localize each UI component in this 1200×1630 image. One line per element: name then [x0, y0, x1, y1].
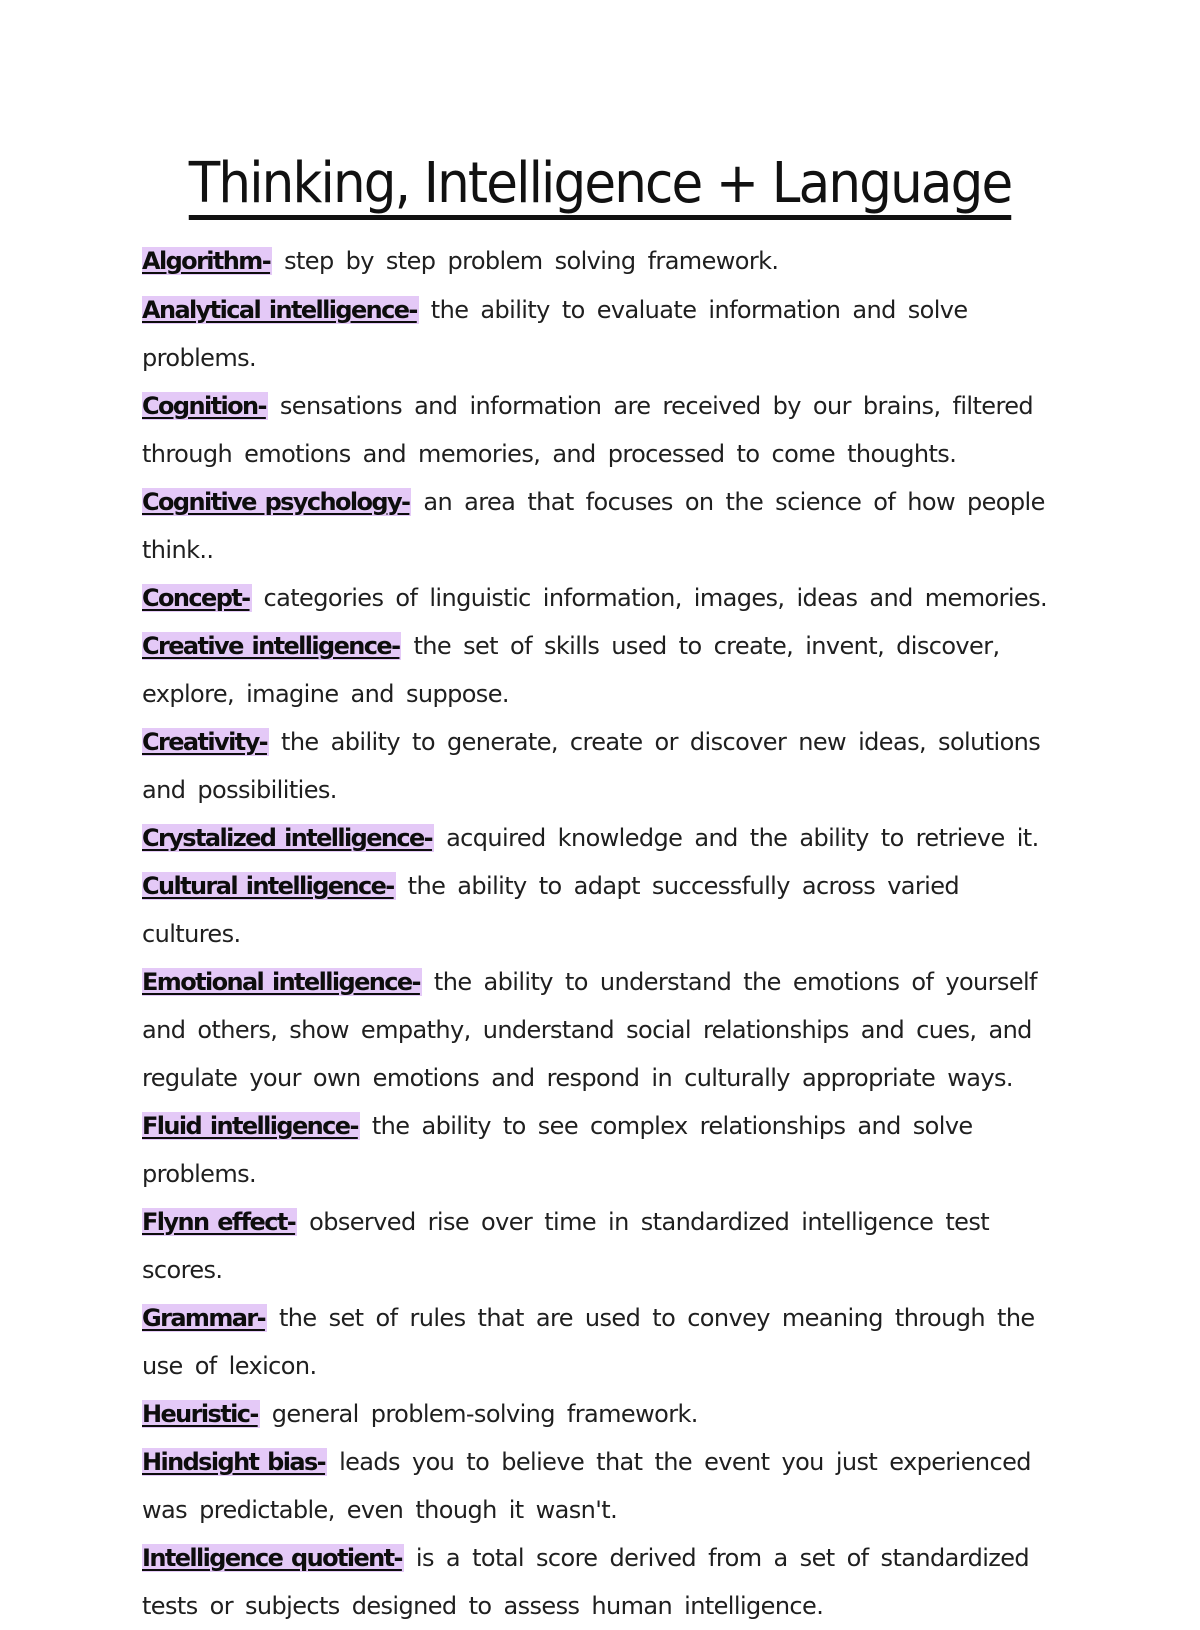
glossary-definition: acquired knowledge and the ability to retrieve it.	[434, 824, 1039, 852]
glossary-entry-cognition	[142, 382, 1067, 478]
glossary-definition: general problem-solving framework.	[259, 1400, 698, 1428]
glossary-term: Cognition-	[142, 392, 266, 420]
glossary-entry-flynn-effect	[142, 1198, 1067, 1294]
glossary-term: Heuristic-	[142, 1400, 258, 1428]
glossary-entry-creative-intelligence	[142, 622, 1067, 718]
glossary-definition: step by step problem solving framework.	[272, 247, 779, 275]
glossary-entry-heuristic	[142, 1390, 1067, 1438]
glossary-term: Concept-	[142, 584, 250, 612]
glossary-term: Fluid intelligence-	[142, 1112, 358, 1140]
glossary-entry-emotional-intelligence	[142, 958, 1067, 1102]
glossary-term: Creative intelligence-	[142, 632, 400, 660]
glossary-definition: sensations and information are received by our brains, filtered through emotions and memories, and processed to come thoughts.	[142, 392, 1034, 468]
glossary-entry-algorithm	[142, 237, 1067, 285]
glossary-term: Creativity-	[142, 728, 267, 756]
glossary-definition: leads you to believe that the event you just experienced was predictable, even though it wasn't.	[142, 1448, 1031, 1524]
glossary-definition: the ability to adapt successfully across varied cultures.	[142, 872, 960, 948]
glossary-entry-grammar	[142, 1294, 1067, 1390]
glossary-term: Analytical intelligence-	[142, 296, 417, 324]
page-title-text: Thinking, Intelligence + Language	[189, 153, 1012, 220]
glossary-list	[142, 237, 1067, 1630]
page-title	[0, 148, 1200, 220]
glossary-term: Intelligence quotient-	[142, 1544, 402, 1572]
glossary-definition: categories of linguistic information, images, ideas and memories.	[251, 584, 1048, 612]
glossary-definition: the ability to generate, create or discover new ideas, solutions and possibilities.	[142, 728, 1041, 804]
glossary-definition: an area that focuses on the science of how people think..	[142, 488, 1045, 564]
glossary-entry-concept	[142, 574, 1067, 622]
glossary-entry-analytical-intelligence	[142, 286, 1067, 382]
glossary-entry-cultural-intelligence	[142, 862, 1067, 958]
glossary-entry-crystalized-intelligence	[142, 814, 1067, 862]
glossary-term: Grammar-	[142, 1304, 265, 1332]
glossary-entry-hindsight-bias	[142, 1438, 1067, 1534]
glossary-definition: the ability to see complex relationships and solve problems.	[142, 1112, 973, 1188]
glossary-definition: observed rise over time in standardized intelligence test scores.	[142, 1208, 990, 1284]
glossary-term: Emotional intelligence-	[142, 968, 420, 996]
glossary-term: Hindsight bias-	[142, 1448, 326, 1476]
glossary-term: Cognitive psychology-	[142, 488, 410, 516]
glossary-definition: the ability to understand the emotions of yourself and others, show empathy, understand social relationships and cues, and regulate your own emotions and respond in culturally appropriate ways.	[142, 968, 1037, 1092]
glossary-entry-intelligence-quotient	[142, 1534, 1067, 1630]
glossary-entry-cognitive-psychology	[142, 478, 1067, 574]
glossary-definition: the set of rules that are used to convey meaning through the use of lexicon.	[142, 1304, 1035, 1380]
glossary-definition: is a total score derived from a set of standardized tests or subjects designed to assess human intelligence.	[142, 1544, 1030, 1620]
glossary-definition: the ability to evaluate information and solve problems.	[142, 296, 968, 372]
glossary-term: Crystalized intelligence-	[142, 824, 433, 852]
glossary-entry-fluid-intelligence	[142, 1102, 1067, 1198]
glossary-entry-creativity	[142, 718, 1067, 814]
glossary-definition: the set of skills used to create, invent, discover, explore, imagine and suppose.	[142, 632, 1000, 708]
glossary-term: Cultural intelligence-	[142, 872, 394, 900]
glossary-term: Flynn effect-	[142, 1208, 296, 1236]
glossary-term: Algorithm-	[142, 247, 271, 275]
